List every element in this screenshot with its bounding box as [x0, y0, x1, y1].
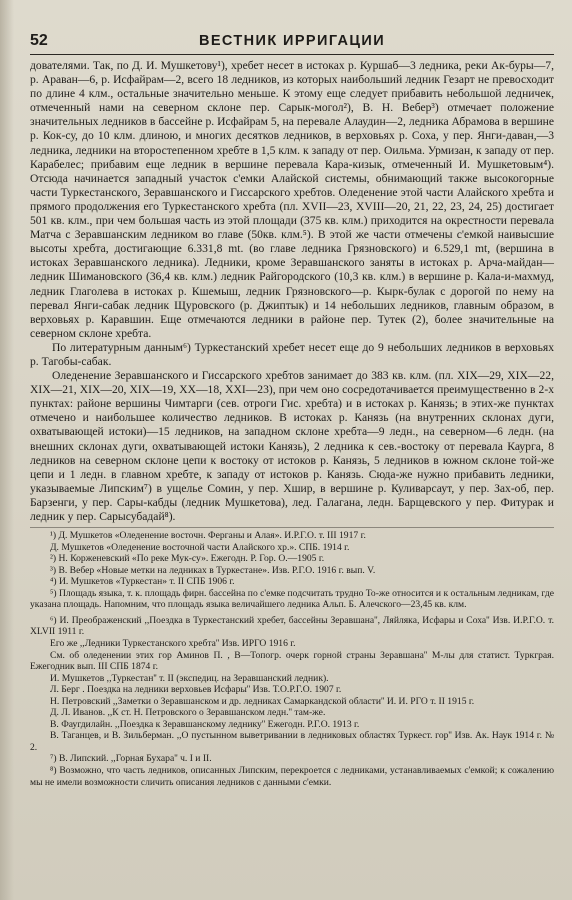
footnote: ⁷) В. Липский. ,,Горная Бухара'' ч. I и II. [50, 753, 212, 765]
footnote: ¹) Д. Мушкетов «Оледенение восточн. Ферганы и Алая». И.Р.Г.О. т. III 1917 г. [50, 530, 366, 542]
footnote: Его же ,,Ледники Туркестанского хребта'' Изв. ИРГО 1916 г. [50, 638, 296, 650]
paragraph: Оледенение Зеравшанского и Гиссарского хребтов занимает до 383 кв. клм. (пл. XIX—29, XIX—22, XIX—21, XIX—20, XIX—19, XX—18, XXI—23), при чем оно сосредотачивается преимущественно в 2-х пунктах: районе вершины Чимтарги (сев. отроги Гис. хребта) и в истоках р. Канязь; в этих-же пунктах отмечено и наибольшее количество ледников. В истоках р. Канязь (на внутренних склонах дуги, охватывающей истоки)—15 ледников, на западном склоне хребта—9 ледн., на северном—6 ледн. (на внешних склонах дуги, охватывающей истоки Канязь), 2 ледника к сев.-востоку от перевала Каурга, 8 ледников на северном склоне цепи к востоку от истоков р. Канязь, 5 ледников в южном склоне той-же цепи и 1 ледн. в главном хребте, к западу от истоков р. Канязь. Сюда-же нужно прибавить ледники, указываемые Липским⁷) в ущелье Сомин, у пер. Хшир, в вершине р. Куливарсаут, у пер. Зах-об, пер. Барзенги, у пер. Сары-кабды (ледник Мушкетова), лед. Галагана, ледн. Барщевского у пер. Фитурак и ледник у пер. Сарысубадай⁸). [30, 369, 554, 523]
journal-title: ВЕСТНИК ИРРИГАЦИИ [198, 33, 386, 49]
footnote: ⁴) И. Мушкетов «Туркестан» т. II СПБ 1906 г. [50, 576, 235, 588]
footnote: ⁸) Возможно, что часть ледников, описанных Липским, перекроется с ледниками, устанавливаемых с'емкой; к сожалению мы не имели возможности сличить описания ледников с данными с'емки. [30, 765, 554, 788]
footnote: Д. Мушкетов «Оледенение восточной части Алайского хр.». СПБ. 1914 г. [50, 541, 350, 553]
footnote: См. об оледенении этих гор Аминов П. , В—Топогр. очерк горной страны Зеравшана'' М-лы для статист. Туркграя. Ежегодник вып. III СПБ 1874 г. [30, 649, 554, 673]
footnote: ²) Н. Корженевский «По реке Мук-су». Ежегодн. Р. Гор. О.—1905 г. [50, 553, 325, 565]
article-body [30, 59, 554, 524]
footnote: Л. Берг . Поездка на ледники верховьев Исфары'' Изв. Т.О.Р.Г.О. 1907 г. [50, 684, 342, 696]
page-number: 52 [30, 32, 48, 49]
footnote: Н. Петровский ,,Заметки о Зеравшанском и др. ледниках Самаркандской области'' И. И. РГО т. II 1915 г. [50, 695, 475, 707]
paragraph: дователями. Так, по Д. И. Мушкетову¹), хребет несет в истоках р. Куршаб—3 ледника, реки Ак-буры—7, р. Араван—6, р. Исфайрам—2, всего 18 ледников, из которых наибольший ледник Гезарт не превосходит по длине 4 клм., остальные значительно меньше. К этому еще следует прибавить небольшой ледничек, отмеченный нами на северном склоне пер. Сарык-могол²), В. Н. Вебер³) отмечает положение значительных ледников в бассейне р. Исфайрам 5, на перевале Алаудин—2, ледника Абрамова в вершине р. Кок-су, до 10 клм. длиною, и многих десятков ледников, в верховьях р. Соха, у пер. Янги-даван,—3 ледника, ледники на второстепенном хребте в 1,5 клм. к западу от пер. Оильма. Урмизан, к западу от пер. Карабелес; прибавим еще ледник в вершине перевала Кара-кизык, отмеченный И. Мушкетовым⁴). Отсюда начинается западный участок с'емки Алайской системы, обнимающий также высокогорные части Туркестанского, Зеравшанского и Гиссарского хребтов. Оледенение этой части Алайского хребта и прямого продолжения его Туркестанского хребта (пл. XVII—23, XVIII—20, 21, 22, 23, 24, 25) достигает 501 кв. клм., при чем большая часть из этой площади (375 кв. клм.) приходится на окрестности перевала Матча с Зеравшанским ледником во главе (50кв. клм.⁵). В этой же части отмечены с'емкой наивысшие высоты хребта, достигающие 6.331,8 mt. (во главе ледника Грязновского) и 6.529,1 mt, (вершина в истоках Зеравшанского ледника). Ледники, кроме Зеравшанского заняты в истоках р. Арча-майдан—ледник Шимановского (36,4 кв. клм.) ледник Райгородского (10,3 кв. клм.) в вершине р. Кала-и-махмуд, ледник Глаголева в истоках р. Кшемыш, ледник Грязновского—р. Кырк-булак с дорогой по нему на перевал Янги-сабак ледник Щуровского (р. Джиптык) и 14 небольших ледников, главным образом, в верховьях р. Каравшин. Еще отмечаются ледники в районе пер. Тутек (2), более значительные на северном склоне хребта. [30, 59, 554, 340]
footnotes [30, 527, 554, 788]
footnote: ⁵) Площадь языка, т. к. площадь фирн. бассейна по с'емке подсчитать трудно То-же относится и к остальным ледникам, где указана площадь. Напомним, что площадь языка величайшего ледника Альп. Б. Алечского—23,45 кв. клм. [30, 587, 554, 611]
footnote: И. Мушкетов ,,Туркестан'' т. II (экспедиц. на Зеравшанский ледник). [50, 672, 329, 684]
footnote: В. Таганцев, и В. Зильберман. ,,О пустынном выветривании в ледниковых областях Туркест. гор'' Изв. Ак. Наук 1914 г. № 2. [30, 730, 554, 753]
paragraph: По литературным данным⁶) Туркестанский хребет несет еще до 9 небольших ледников в верховьях р. Тагобы-сабак. [30, 340, 554, 368]
footnote: Д. Л. Иванов. ,,К ст. Н. Петровского о Зеравшанском ледн.'' там-же. [50, 707, 326, 719]
footnote: ⁶) И. Преображенский ,,Поездка в Туркестанский хребет, бассейны Зеравшана'', Ляйляка, Исфары и Соха'' Изв. И.Р.Г.О. т. XLVII 1911 г. [30, 614, 554, 638]
page-header [30, 30, 554, 55]
footnote: ³) В. Вебер «Новые метки на ледниках в Туркестане». Изв. Р.Г.О. 1916 г. вып. V. [50, 564, 376, 576]
footnote: В. Фаугдилайн. ,,Поездка к Зеравшанскому леднику'' Ежегодн. Р.Г.О. 1913 г. [50, 718, 360, 730]
